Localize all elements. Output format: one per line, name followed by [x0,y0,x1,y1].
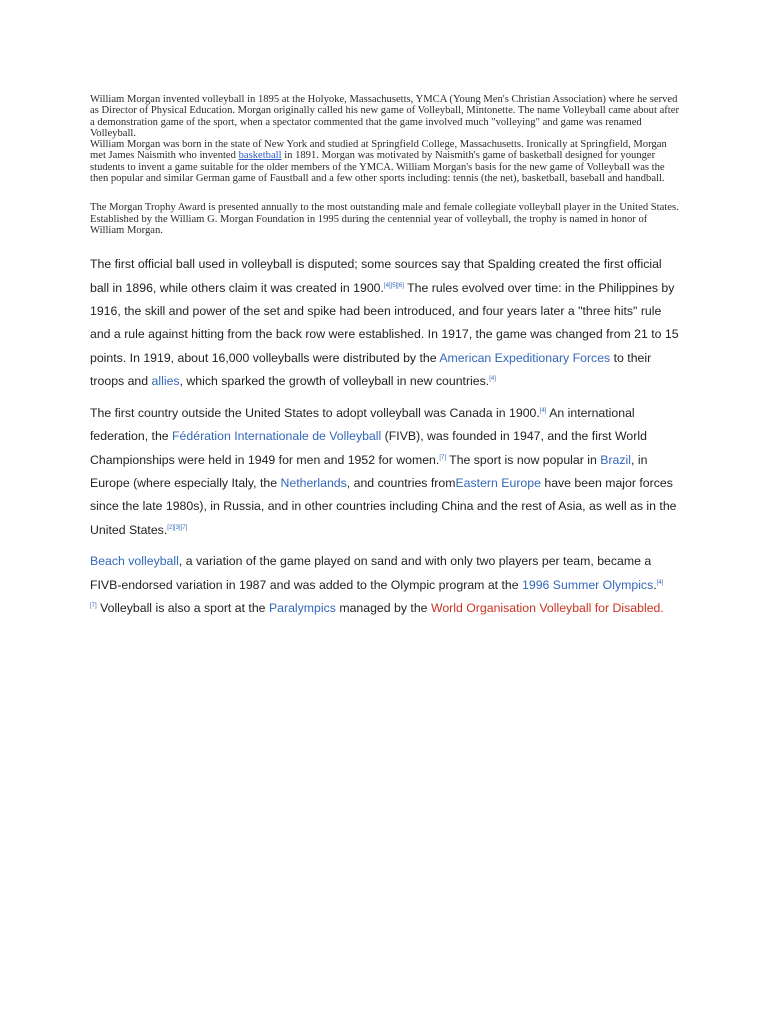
fivb-link[interactable]: Fédération Internationale de Volleyball [172,429,382,444]
intl-text-1: The first country outside the United States to adopt volleyball was Canada in 1900. [90,405,540,420]
trophy-paragraph: The Morgan Trophy Award is presented annually to the most outstanding male and female collegiate volleyball player in the United States. Established by the William G. Morgan Foundation in 1995 during the centennial year of volleyball, the trophy is named in honor of William Morgan. [90,202,679,236]
intl-text-7: have been major forces since the late 1980s), in Russia, and in other countries including China and the rest of Asia, as well as in the United States. [90,475,677,537]
intl-text-5: , in Europe (where especially Italy, the [90,452,648,490]
citation-ref[interactable]: [4][5][6] [383,282,404,289]
intl-text-4: The sport is now popular in [445,452,601,467]
document-page [90,94,682,628]
citation-ref[interactable]: [7] [90,602,97,609]
basketball-link[interactable]: basketball [238,150,282,162]
beach-text-5: . [660,600,664,615]
history-p2-text-a: William Morgan was born in the state of New York and studied at Springfield College, Massachusetts. Ironically at Springfield, Morgan met James Naismith who invented [90,139,667,162]
history-paragraph-1: William Morgan invented volleyball in 1895 at the Holyoke, Massachusetts, YMCA (Young Men's Christian Association) where he served as Director of Physical Education. Morgan originally called his new game of Volleyball, Mintonette. The name Volleyball came about after a demonstration game of the sport, when a spectator commented that the game involved much "volleying" and game was renamed Volleyball. [90,94,679,139]
citation-ref[interactable]: [7] [439,454,446,461]
beach-paragraph [90,550,682,620]
intl-text-3: (FIVB), was founded in 1947, and the first World Championships were held in 1949 for men and 1952 for women. [90,429,647,467]
history-p2-text-b: in 1891. Morgan was motivated by Naismith's game of basketball designed for younger students to invent a game suitable for the older members of the YMCA. William Morgan's basis for the new game of Volleyball was the then popular and similar German game of Faustball and a few other sports including: tennis (the net), basketball, baseball and handball. [90,150,665,185]
citation-ref[interactable]: [4] [539,407,547,414]
citation-ref[interactable]: [4] [489,376,496,383]
wiki-section [90,253,682,620]
citation-ref[interactable]: [2][3][7] [167,524,188,531]
beach-volleyball-link[interactable]: Beach volleyball [90,554,179,569]
wovd-link[interactable]: World Organisation Volleyball for Disabled [430,600,661,615]
american-expeditionary-forces-link[interactable]: American Expeditionary Forces [439,350,611,365]
history-paragraph-2 [90,139,682,184]
allies-link[interactable]: allies [151,374,180,389]
trophy-section [90,202,682,236]
ball-paragraph [90,253,682,393]
intl-text-2: An international federation, the [90,405,635,444]
ball-text-1: The first official ball used in volleyball is disputed; some sources say that Spalding created the first official ball in 1896, while others claim it was created in 1900. [90,257,662,295]
summer-olympics-1996-link[interactable]: 1996 Summer Olympics [522,577,654,592]
intl-text-6: , and countries from [346,475,456,490]
ball-text-2: The rules evolved over time: in the Philippines by 1916, the skill and power of the set and spike had been introduced, and four years later a "three hits" rule and a rule against hitting from the back row were established. In 1917, the game was changed from 21 to 15 points. In 1919, about 16,000 volleyballs were distributed by the [90,280,679,365]
beach-text-4: managed by the [335,600,431,615]
beach-text-1: , a variation of the game played on sand and with only two players per team, became a FIVB-endorsed variation in 1987 and was added to the Olympic program at the [90,554,652,592]
eastern-europe-link[interactable]: Eastern Europe [455,475,541,490]
brazil-link[interactable]: Brazil [600,452,631,467]
international-paragraph [90,402,682,542]
ball-text-4: , which sparked the growth of volleyball in new countries. [179,374,490,389]
netherlands-link[interactable]: Netherlands [280,475,347,490]
citation-ref[interactable]: [4] [656,579,664,586]
history-section [90,94,682,184]
beach-text-3: Volleyball is also a sport at the [96,600,269,615]
ball-text-3: to their troops and [90,350,652,389]
beach-text-2: . [653,577,657,592]
paralympics-link[interactable]: Paralympics [268,600,336,615]
